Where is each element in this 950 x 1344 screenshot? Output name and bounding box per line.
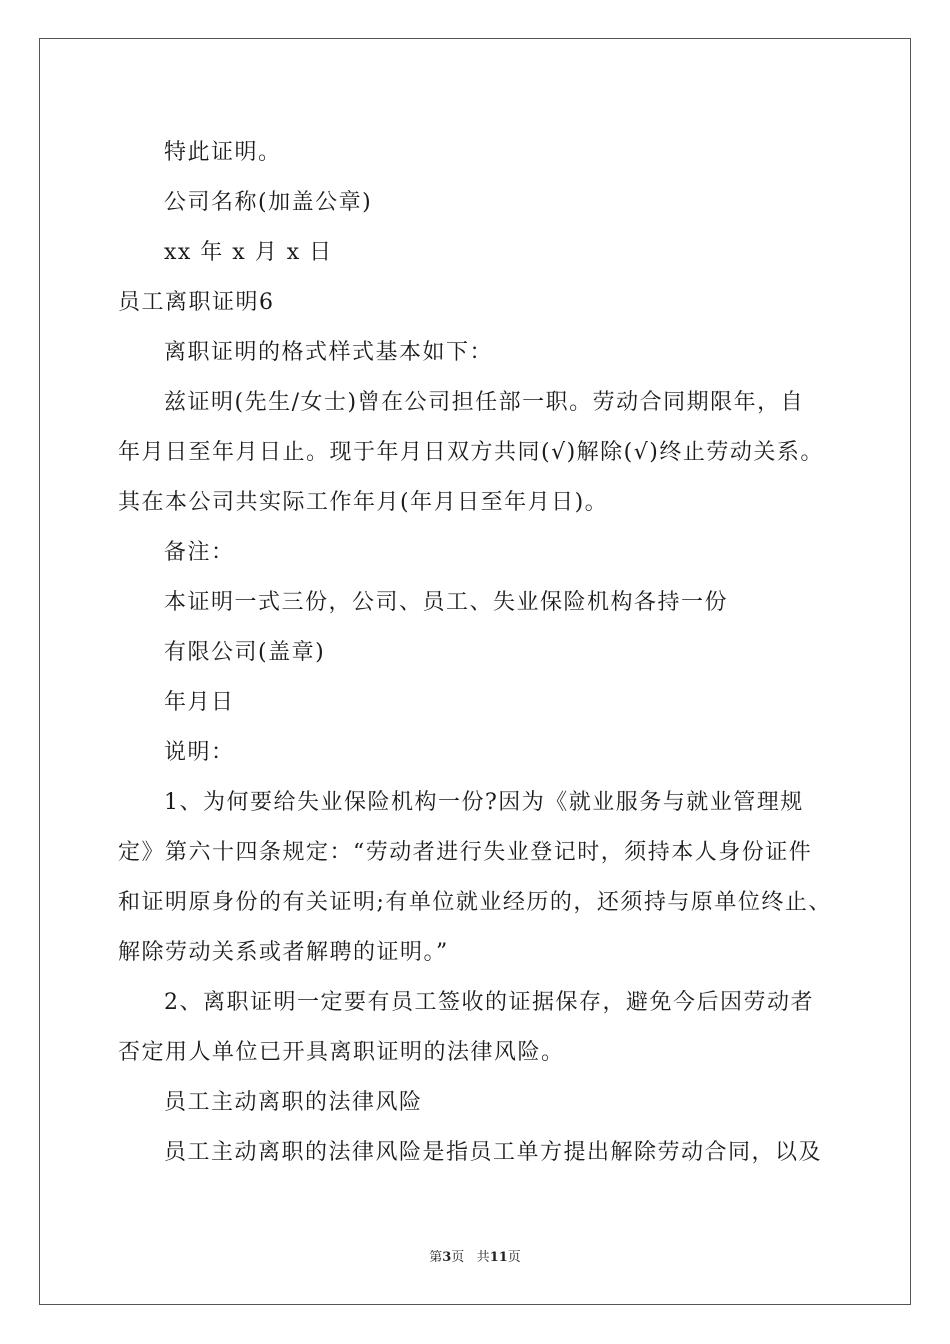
paragraph-line: 本证明一式三份，公司、员工、失业保险机构各持一份 [164,590,729,615]
section-heading: 员工离职证明6 [118,290,275,315]
paragraph-line: 年月日 [164,690,235,715]
page-footer [0,1246,950,1265]
footer-page-suffix: 页 [451,1250,465,1265]
paragraph-line: 年月日至年月日止。现于年月日双方共同(√)解除(√)终止劳动关系。 [118,440,824,465]
footer-total-suffix: 页 [507,1250,521,1265]
paragraph-line: 兹证明(先生/女士)曾在公司担任部一职。劳动合同期限年，自 [164,390,805,415]
paragraph-line: 1、为何要给失业保险机构一份?因为《就业服务与就业管理规 [164,790,804,815]
paragraph-line: 说明： [164,740,235,765]
paragraph-line: 员工主动离职的法律风险 [164,1090,423,1115]
paragraph-line: 和证明原身份的有关证明;有单位就业经历的，还须持与原单位终止、 [118,890,832,915]
paragraph-line: 备注： [164,540,235,565]
paragraph-line: 解除劳动关系或者解聘的证明。” [118,940,449,965]
footer-page-prefix: 第 [429,1250,443,1265]
document-body [118,128,838,1178]
footer-total-number: 11 [489,1250,508,1265]
paragraph-line: xx 年 x 月 x 日 [164,240,333,265]
paragraph-line: 公司名称(加盖公章) [164,190,373,215]
paragraph-line: 其在本公司共实际工作年月(年月日至年月日)。 [118,490,609,515]
paragraph-line: 定》第六十四条规定：“劳动者进行失业登记时，须持本人身份证件 [118,840,813,865]
paragraph-line: 2、离职证明一定要有员工签收的证据保存，避免今后因劳动者 [164,990,814,1015]
paragraph-line: 离职证明的格式样式基本如下： [164,340,494,365]
paragraph-line: 员工主动离职的法律风险是指员工单方提出解除劳动合同，以及 [164,1140,823,1165]
paragraph-line: 特此证明。 [164,140,282,165]
footer-total-prefix: 共 [476,1250,490,1265]
footer-page-number: 3 [442,1250,452,1265]
paragraph-line: 有限公司(盖章) [164,640,326,665]
paragraph-line: 否定用人单位已开具离职证明的法律风险。 [118,1040,565,1065]
